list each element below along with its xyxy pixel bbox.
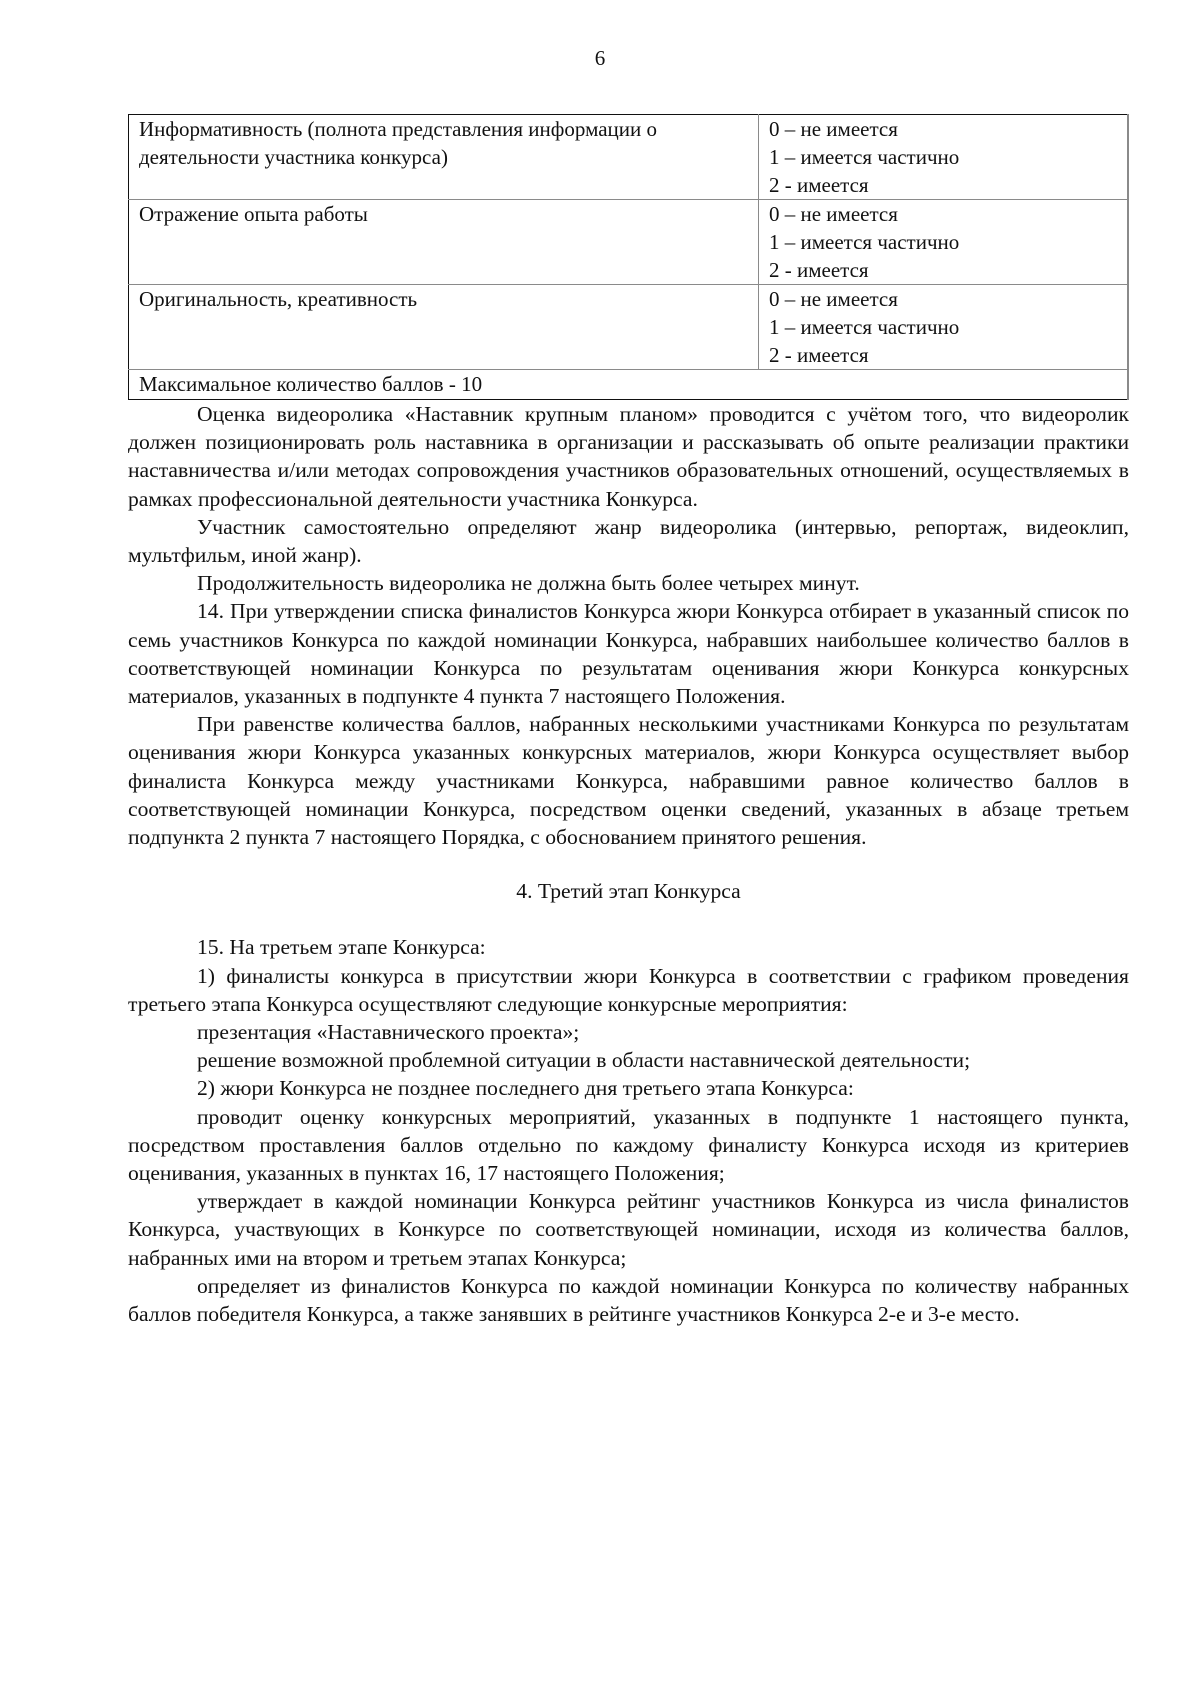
- score-option: 2 - имеется: [769, 258, 869, 282]
- paragraph-video-evaluation: Оценка видеоролика «Наставник крупным планом» проводится с учётом того, что видеоролик должен позиционировать роль наставника в организации и рассказывать об опыте реализации практики наставничества и/или методах сопровождения участников образовательных отношений, осуществляемых в рамках профессиональной деятельности участника Конкурса.: [128, 402, 1129, 511]
- paragraph-video-genre: Участник самостоятельно определяют жанр видеоролика (интервью, репортаж, видеоклип, мультфильм, иной жанр).: [128, 514, 1129, 568]
- paragraph-item-15-1-b: решение возможной проблемной ситуации в области наставнической деятельности;: [197, 1048, 971, 1073]
- paragraph-item-15-1: 1) финалисты конкурса в присутствии жюри Конкурса в соответствии с графиком проведения третьего этапа Конкурса осуществляют следующие конкурсные мероприятия:: [128, 963, 1129, 1016]
- score-option: 1 – имеется частично: [769, 145, 960, 169]
- page-number: 6: [594, 46, 606, 70]
- section-heading: 4. Третий этап Конкурса: [516, 879, 741, 904]
- paragraph-item-14: 14. При утверждении списка финалистов Конкурса жюри Конкурса отбирает в указанный список по семь участников Конкурса по каждой номинации Конкурса, набравших наибольшее количество баллов в соответствующей номинации Конкурса по результатам оценивания жюри Конкурса конкурсных материалов, указанных в подпункте 4 пункта 7 настоящего Положения.: [128, 599, 1129, 709]
- score-option: 2 - имеется: [769, 173, 869, 197]
- score-option: 1 – имеется частично: [769, 230, 960, 254]
- document-content: [128, 114, 1129, 1328]
- table-row: [129, 115, 1129, 200]
- paragraph-video-duration: Продолжительность видеоролика не должна быть более четырех минут.: [197, 571, 860, 596]
- paragraph-item-15-2-a: проводит оценку конкурсных мероприятий, указанных в подпункте 1 настоящего пункта, посредством проставления баллов отдельно по каждому финалисту Конкурса исходя из критериев оценивания, указанных в пунктах 16, 17 настоящего Положения;: [128, 1104, 1129, 1186]
- document-body: [128, 400, 1129, 1328]
- paragraph-item-15-2-b: утверждает в каждой номинации Конкурса рейтинг участников Конкурса из числа финалистов Конкурса, участвующих в Конкурсе по соответствующей номинации, исходя из количества баллов, набранных ими на втором и третьем этапах Конкурса;: [128, 1189, 1129, 1270]
- paragraph-item-15-2-c: определяет из финалистов Конкурса по каждой номинации Конкурса по количеству набранных баллов победителя Конкурса, а также занявших в рейтинге участников Конкурса 2-е и 3-е место.: [128, 1273, 1129, 1327]
- paragraph-item-15-2: 2) жюри Конкурса не позднее последнего дня третьего этапа Конкурса:: [197, 1076, 854, 1101]
- table-row: [129, 285, 1129, 370]
- criterion-cell: Оригинальность, креативность: [129, 285, 759, 370]
- score-cell: [759, 200, 1129, 285]
- paragraph-item-14-tie: При равенстве количества баллов, набранных несколькими участниками Конкурса по результатам оценивания жюри Конкурса указанных конкурсных материалов, жюри Конкурса осуществляет выбор финалиста Конкурса между участниками Конкурса, набравшими равное количество баллов в соответствующей номинации Конкурса, посредством оценки сведений, указанных в абзаце третьем подпункта 2 пункта 7 настоящего Порядка, с обоснованием принятого решения.: [128, 712, 1129, 850]
- max-score-cell: Максимальное количество баллов - 10: [129, 370, 1129, 400]
- score-cell: [759, 285, 1129, 370]
- score-option: 1 – имеется частично: [769, 315, 960, 339]
- score-option: 0 – не имеется: [769, 287, 898, 311]
- criterion-cell: Отражение опыта работы: [129, 200, 759, 285]
- criteria-table: [128, 114, 1129, 400]
- score-cell: [759, 115, 1129, 200]
- score-option: 0 – не имеется: [769, 202, 898, 226]
- score-option: 2 - имеется: [769, 343, 869, 367]
- paragraph-item-15-1-a: презентация «Наставнического проекта»;: [197, 1020, 580, 1045]
- criterion-cell: Информативность (полнота представления информации о деятельности участника конкурса): [129, 115, 759, 200]
- table-total-row: [129, 370, 1129, 400]
- paragraph-item-15: 15. На третьем этапе Конкурса:: [197, 935, 486, 960]
- score-option: 0 – не имеется: [769, 117, 898, 141]
- table-row: [129, 200, 1129, 285]
